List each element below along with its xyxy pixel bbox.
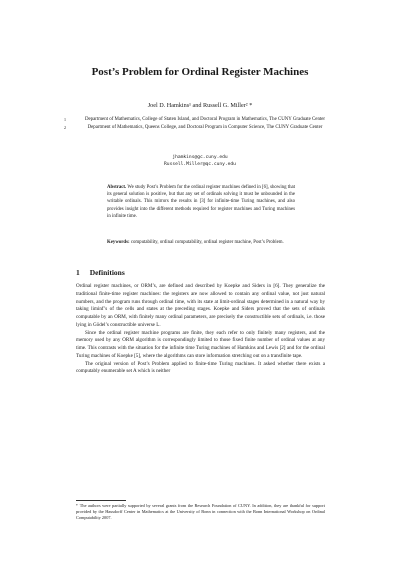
- footnote-mark: *: [76, 504, 78, 508]
- section-title: Definitions: [89, 268, 125, 277]
- body-text: [76, 283, 325, 376]
- paragraph-1: Ordinal register machines, or ORM’s, are defined and described by Koepke and Siders in [6]. They generalize the traditional finite-time register machines: the registers are now allowed to contain any ordinal value, not just natural numbers, and the program runs through ordinal time, with its state at limit-ordinal stages determined in a natural way by taking liminf’s of the cells and states at the preceding stages. Koepke and Siders proved that the sets of ordinals computable by an ORM, with finitely many ordinal parameters, are precisely the constructible sets of ordinals, i.e. those lying in Gödel’s constructible universe L.: [76, 283, 325, 328]
- affiliation-number: 2: [64, 125, 66, 130]
- affiliations: [60, 116, 340, 132]
- footnote-text: The authors were partially supported by several grants from the Research Foundation of CUNY. In addition, they are thankful for support provided by the Hausdorff Center in Mathematics at the University of Bonn in connection with the Bonn International Workshop on Ordinal Computability 2007.: [76, 503, 325, 521]
- affiliation-2: [60, 124, 340, 131]
- affiliation-number: 1: [64, 117, 66, 122]
- footnote: [76, 503, 325, 522]
- keywords: [107, 239, 295, 246]
- affiliation-1: [60, 116, 340, 123]
- abstract-text: We study Post’s Problem for the ordinal register machines defined in [6], showing that its general solution is positive, but that any set of ordinals solving it must be unbounded in the writable ordinals. This mirrors the results in [3] for infinite-time Turing machines, and also provides insight into the different methods required for register machines and Turing machines in infinite time.: [107, 185, 296, 219]
- email-block: [0, 154, 400, 168]
- abstract: [107, 184, 295, 220]
- email-miller: Russell.Miller@qc.cuny.edu: [164, 162, 236, 167]
- section-number: 1: [76, 268, 80, 277]
- keywords-text: computability, ordinal computability, ordinal register machine, Post’s Problem.: [130, 240, 284, 245]
- email-hamkins: jhamkins@gc.cuny.edu: [172, 155, 228, 160]
- keywords-label: Keywords:: [107, 240, 130, 245]
- paragraph-2: Since the ordinal register machine programs are finite, they each refer to only finitely many registers, and the memory used by any ORM algorithm is correspondingly limited to those fixed finite number of ordinal values at any time. This contrasts with the situation for the infinite time Turing machines of Hamkins and Lewis [2] and for the ordinal Turing machines of Koepke [5], where the algorithms can store information stretching out on a transfinite tape.: [76, 329, 325, 359]
- section-heading: [76, 268, 326, 277]
- paragraph-3: The original version of Post’s Problem applied to finite-time Turing machines. It asked whether there exists a computably enumerable set A which is neither: [76, 360, 325, 375]
- author-line: Joel D. Hamkins¹ and Russell G. Miller² *: [147, 102, 253, 109]
- footnote-rule: [76, 500, 126, 501]
- abstract-label: Abstract.: [107, 185, 127, 190]
- paper-title: Post’s Problem for Ordinal Register Machines: [91, 66, 309, 78]
- affiliation-text: Department of Mathematics, Queens College, and Doctoral Program in Computer Science, The CUNY Graduate Center: [87, 125, 323, 130]
- affiliation-text: Department of Mathematics, College of Staten Island, and Doctoral Program in Mathematics, The CUNY Graduate Center: [84, 117, 326, 122]
